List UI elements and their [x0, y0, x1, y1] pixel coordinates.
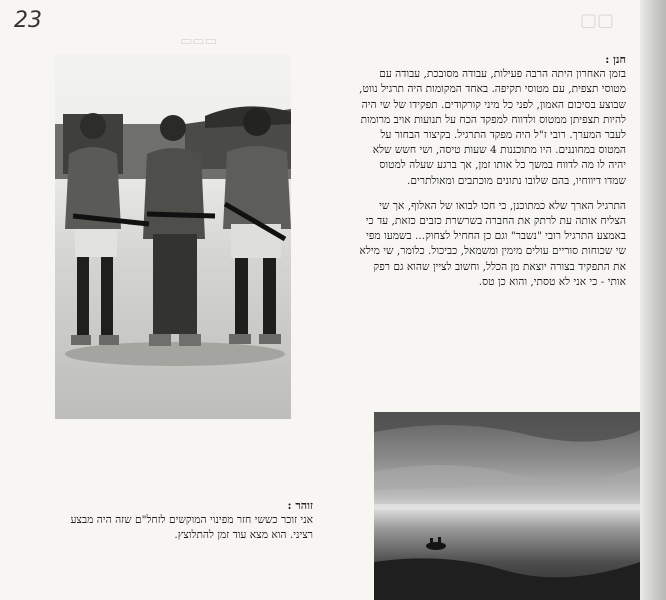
sea-boat-photo-icon	[374, 412, 640, 600]
soldiers-photo	[55, 54, 291, 419]
hanan-testimony	[358, 52, 626, 290]
zohar-paragraph-1: אני זוכר כששי חזר מפינוי המוקשים לזחל"ם שזה היה מבצע רציני. הוא מצא עוד זמן להתלוצץ.	[70, 514, 313, 542]
soldiers-photo-icon	[55, 54, 291, 419]
bleed-through-mark: ▭▭▭	[180, 34, 217, 49]
bleed-through-mark: ▢▢	[580, 10, 615, 31]
page-number: 23	[14, 8, 42, 33]
page-gutter-shadow	[640, 0, 666, 600]
hanan-speaker: חנן :	[605, 53, 626, 66]
hanan-paragraph-1: בזמן האחרון היתה הרבה פעילות, עבודה מסובכת, עבודה עם מטוסי תצפית, עם מטוסי תקיפה. באחד המקומות היה תרגיל נווט, שבוצע בסיכום האמון, לפני כל מיני קורקודים. תפקידו של שי היה להיות תצפיתן ממטוס ולדווח למפקד הכח על תנועות אויב מרומות לעבר המערך. רובי ז"ל היה מפקד התרגיל. בקיצור הבחור על המטוס במחוננים. היו מתוכננות 4 שעות טיסה, ושי חשש שלא יהיה לו מה לדווח במשך כל אותו זמן, אך ברגע שעלה למטוס שמדו דיווחיו, בהם שלובו נתונים מוכתבים ומאולתרים.	[359, 68, 626, 187]
zohar-testimony	[55, 498, 313, 544]
zohar-speaker: זוהר :	[287, 499, 313, 512]
hanan-paragraph-2: התרגיל הארך שלא כמתוכנן, כי חכו לבואו של האלוף, אך שי הצליח אותה עת לרתק את החברה בשרשרת כזבים כזאת, עד כי באמצע התרגיל רובי "נשבר" וגם כן החחיל לצחוק... בשמעו מפי שי שכוחות סוריים עולים מימין ומשמאל, כביכול. כלומר, שי מילא את התפקיד בצורה יוצאת מן הכלל, וחשוב לציין שהוא גם רפק אותי - כי אני לא טסתי, והוא כן טס.	[359, 199, 626, 288]
sea-photo	[374, 412, 640, 600]
